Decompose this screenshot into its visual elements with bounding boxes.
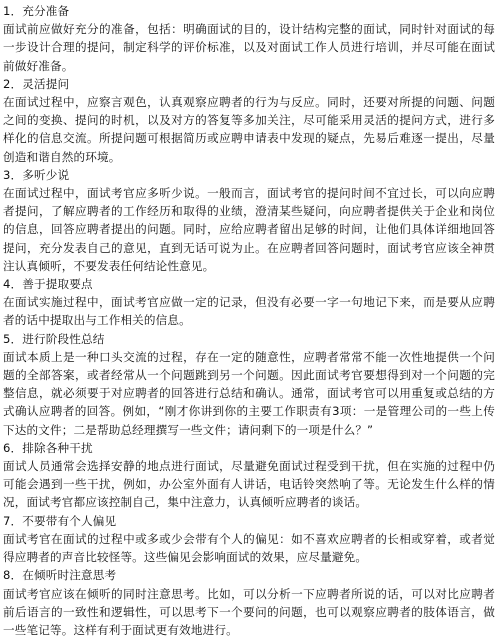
section-7 xyxy=(3,512,495,567)
section-heading: 2．灵活提问 xyxy=(3,75,495,93)
section-heading: 1．充分准备 xyxy=(3,2,495,20)
section-body: 面试本质上是一种口头交流的过程，存在一定的随意性，应聘者常常不能一次性地提供一个问题的全部答案，或者经常从一个问题跳到另一个问题。因此面试考官要想得到对一个问题的完整信息，就必须要于对应聘者的回答进行总结和确认。通常，面试考官可以用重复或总结的方式确认应聘者的回答。例如，“刚才你讲到你的主要工作职责有3项：一是管理公司的一些上传下达的文件；二是帮助总经理撰写一些文件；请问剩下的一项是什么？” xyxy=(3,348,495,439)
section-heading: 4．善于提取要点 xyxy=(3,275,495,293)
section-heading: 5．进行阶段性总结 xyxy=(3,330,495,348)
section-heading: 8．在倾听时注意思考 xyxy=(3,566,495,584)
section-body: 在面试实施过程中，面试考官应做一定的记录，但没有必要一字一句地记下来，而是要从应聘者的话中提取出与工作相关的信息。 xyxy=(3,293,495,329)
section-heading: 7．不要带有个人偏见 xyxy=(3,512,495,530)
section-3 xyxy=(3,166,495,275)
section-body: 面试考官应该在倾听的同时注意思考。比如，可以分析一下应聘者所说的话，可以对比应聘者前后语言的一致性和逻辑性，可以思考下一个要问的问题，也可以观察应聘者的肢体语言，做一些笔记等。这样有利于面试更有效地进行。 xyxy=(3,585,495,639)
section-6 xyxy=(3,439,495,512)
section-heading: 3．多听少说 xyxy=(3,166,495,184)
section-heading: 6．排除各种干扰 xyxy=(3,439,495,457)
section-1 xyxy=(3,2,495,75)
section-body: 在面试过程中，应察言观色，认真观察应聘者的行为与反应。同时，还要对所提的问题、问题之间的变换、提问的时机，以及对方的答复等多加关注，尽可能采用灵活的提问方式，进行多样化的信息交流。所提问题可根据简历或应聘申请表中发现的疑点，先易后难逐一提出，尽量创造和谐自然的环境。 xyxy=(3,93,495,166)
section-5 xyxy=(3,330,495,439)
section-body: 面试人员通常会选择安静的地点进行面试，尽量避免面试过程受到干扰，但在实施的过程中仍可能会遇到一些干扰，例如，办公室外面有人讲话，电话铃突然响了等。无论发生什么样的情况，面试考官都应该控制自己，集中注意力，认真倾听应聘者的谈话。 xyxy=(3,457,495,512)
section-2 xyxy=(3,75,495,166)
section-4 xyxy=(3,275,495,330)
section-body: 面试前应做好充分的准备，包括：明确面试的目的，设计结构完整的面试，同时针对面试的每一步设计合理的提问，制定科学的评价标准，以及对面试工作人员进行培训，并尽可能在面试前做好准备。 xyxy=(3,20,495,75)
section-body: 在面试过程中，面试考官应多听少说。一般而言，面试考官的提问时间不宜过长，可以向应聘者提问，了解应聘者的工作经历和取得的业绩，澄清某些疑问，向应聘者提供关于企业和岗位的信息，回答应聘者提出的问题。同时，应给应聘者留出足够的时间，让他们具体详细地回答提问，充分发表自己的意见，直到无话可说为止。在应聘者回答问题时，面试考官应该全神贯注认真倾听，不要发表任何结论性意见。 xyxy=(3,184,495,275)
section-8 xyxy=(3,566,495,639)
section-body: 面试考官在面试的过程中或多或少会带有个人的偏见：如不喜欢应聘者的长相或穿着，或者觉得应聘者的声音比较怪等。这些偏见会影响面试的效果，应尽量避免。 xyxy=(3,530,495,566)
